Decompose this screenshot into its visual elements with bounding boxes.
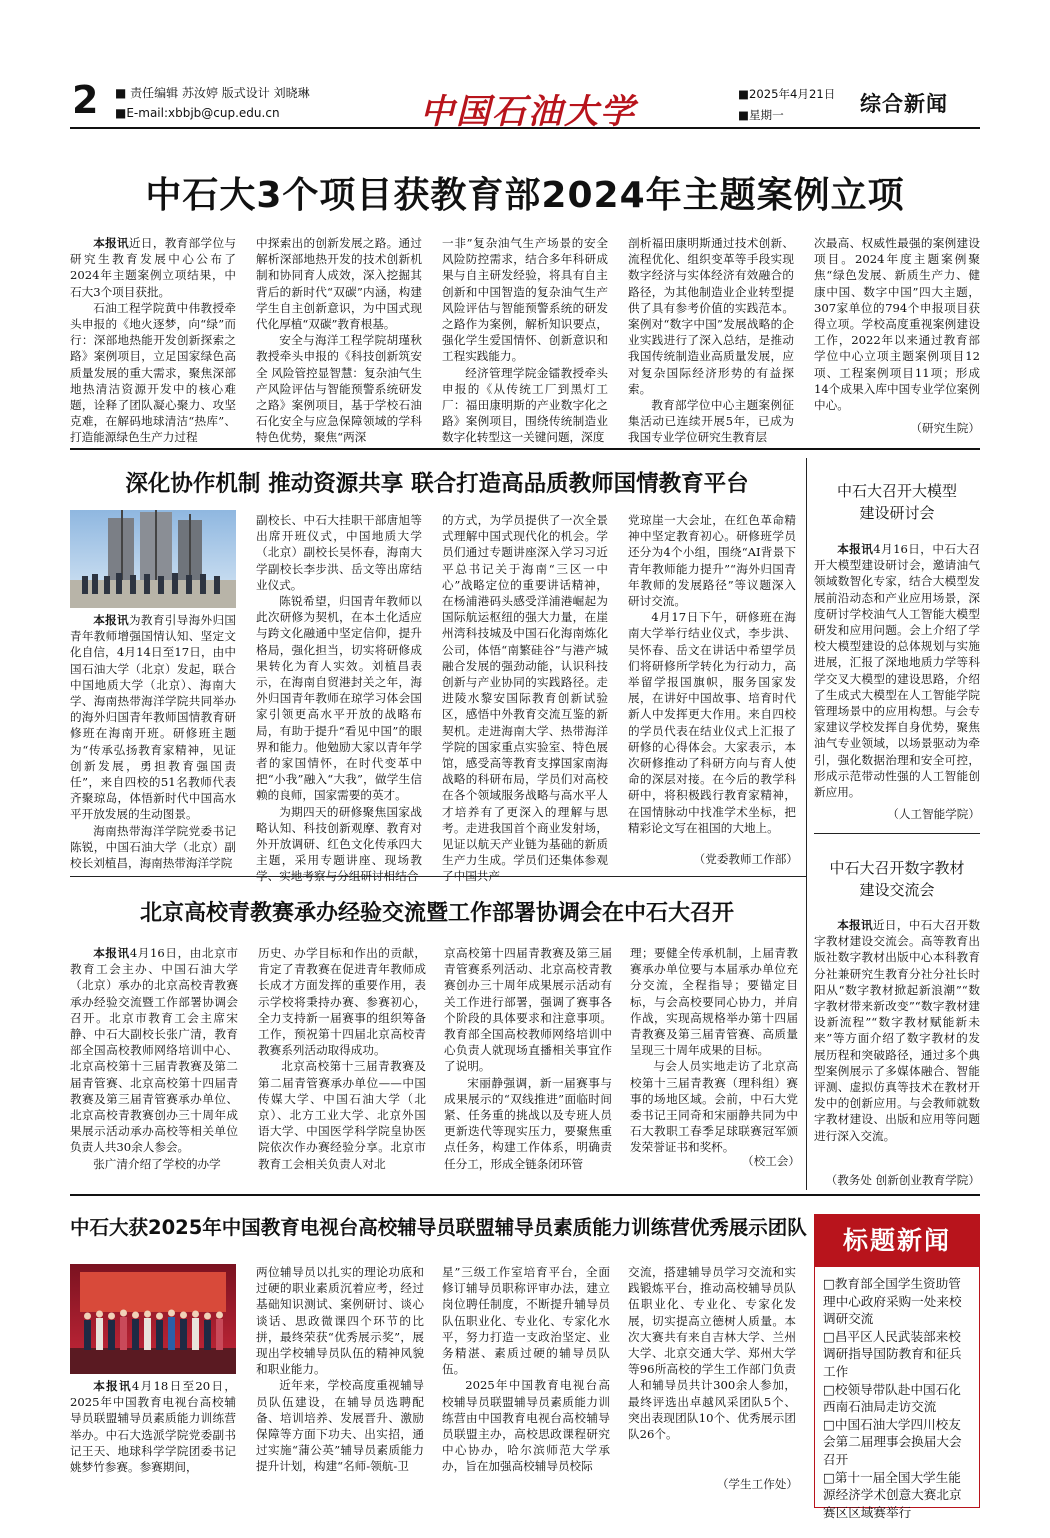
- article2-text: 副校长、中石大挂职干部唐旭等出席开班仪式，中国地质大学（北京）副校长吴怀春，海南大学副校长李步洪、岳文等出席结业仪式。: [256, 513, 422, 592]
- article4-col2: [256, 1264, 424, 1492]
- article1-text: 次最高、权威性最强的案例建设项目。2024年度主题案例聚焦“绿色发展、新质生产力、健康中国、数字中国”四大主题，307家单位的794个申报项目获得立项。学校高度重视案例建设工作，2022年以来通过教育部学位中心立项主题案例项目12项、工程案例项目11项；形成14个成果入库中国专业学位案例中心。: [814, 236, 980, 413]
- article1-headline: 中石大3个项目获教育部2024年主题案例立项: [145, 175, 905, 216]
- sidebar1-text: 4月16日，中石大召开大模型建设研讨会，邀请油气领域数智化专家，结合大模型发展前沿动态和产业应用场景，深度研讨学校油气人工智能大模型研发和应用问题。会上介绍了学校大模型建设的总体规划与实施进展，汇报了深地地质力学等科学交叉大模型的建设思路，介绍了生成式大模型在人工智能学院管理场景中的应用构想。与会专家建议学校发挥自身优势，聚焦油气专业领域，以场景驱动为牵引，强化数据治理和安全可控，形成示范带动性强的人工智能创新应用。: [814, 542, 980, 800]
- article1-text: 石油工程学院黄中伟教授牵头申报的《地火逐梦，向“绿”而行：深部地热能开发创新探索之路》案例项目，立足国家绿色高质量发展的重大需求，聚焦深部地热清洁资源开发中的核心难题，诠释了团队凝心聚力、攻坚克难，在解码地球清洁“热库”、打造能源绿色生产力过程: [70, 300, 236, 445]
- article4-col4: [628, 1264, 796, 1464]
- article4-headline: 中石大获2025年中国教育电视台高校辅导员联盟辅导员素质能力训练营优秀展示团队: [70, 1216, 807, 1239]
- article3-text: 理；要健全传承机制，上届青教赛承办单位要与本届承办单位充分交流，全程指导；要锚定目标，与会高校要同心协力，并肩作战，实现高规格举办第十四届青教赛及第三届青管赛、高质量呈现三十周年成果的目标。: [630, 946, 798, 1058]
- sidebar-divider: [806, 458, 807, 1190]
- headline-news-list: [815, 1267, 979, 1521]
- article3-col2: [258, 945, 426, 1170]
- article1-text: 教育部学位中心主题案例征集活动已连续开展5年，已成为我国专业学位研究生教育层: [628, 398, 794, 445]
- article3-text: 与会人员实地走访了北京高校第十三届青教赛（理科组）赛事的场地区域。会前，中石大党委书记王同奇和宋丽静共同为中石大教职工春季足球联赛冠军颁发荣誉证书和奖杯。: [630, 1059, 798, 1155]
- sidebar1-title: [814, 480, 980, 524]
- article3-text: 北京高校第十三届青教赛及第二届青管赛承办单位——中国传媒大学、中国石油大学（北京）、北方工业大学、北京外国语大学、中国医学科学院皇协医院依次作办赛经验分享。北京市教育工会相关负责人对北: [258, 1059, 426, 1171]
- article2-col1: [70, 612, 236, 871]
- article4-text: 4月18日至20日，2025年中国教育电视台高校辅导员联盟辅导员素质能力训练营举办。中石大选派学院党委副书记王天、地球科学学院团委书记姚梦竹参赛。参赛期间，: [70, 1379, 236, 1475]
- article3-col1: [70, 945, 238, 1170]
- article4-text: 两位辅导员以扎实的理论功底和过硬的职业素质沉着应考，经过基础知识测试、案例研讨、谈心谈话、思政微课四个环节的比拼，最终荣获“优秀展示奖”，展现出学校辅导员队伍的精神风貌和职业能力。: [256, 1265, 424, 1377]
- article3-text: 4月16日，由北京市教育工会主办、中国石油大学（北京）承办的北京高校青教赛承办经验交流暨工作部署协调会召开。北京市教育工会主席宋静、中石大副校长张广清，教育部全国高校教师网络培训中心、北京高校第十三届青教赛及第二届青管赛、北京高校第十四届青教赛及第三届青管赛承办单位、北京高校青教赛创办三十周年成果展示活动承办高校等相关单位负责人共30余人参会。: [70, 946, 238, 1155]
- sidebar2-title: [814, 857, 980, 901]
- lead-tag: 本报讯: [837, 918, 873, 932]
- page-number: 2: [72, 78, 99, 122]
- article3-headline: 北京高校青教赛承办经验交流暨工作部署协调会在中石大召开: [139, 901, 734, 926]
- headline-news-item[interactable]: □校领导带队赴中国石化西南石油局走访交流: [823, 1381, 961, 1415]
- article2-col3: [442, 512, 608, 884]
- article1-text: 中探索出的创新发展之路。通过解析深部地热开发的技术创新机制和协同育人成效，深入挖掘其背后的新时代“双碳”内涵，构建学生自主创新意识，为中国式现代化厚植“双碳”教育根基。: [256, 236, 422, 332]
- sidebar2-text: 近日，中石大召开数字教材建设交流会。高等教育出版社数字教材出版中心本科教育分社兼研究生教育分社分社长时阳从“数字教材掀起新浪潮”“数字教材带来新改变”“数字教材建设新流程”“数字教材赋能新未来”等方面介绍了数字教材的发展历程和突破路径，通过多个典型案例展示了多媒体融合、智能评测、虚拟仿真等技术在教材开发中的创新应用。与会教师就数字教材建设、出版和应用等问题进行深入交流。: [814, 918, 980, 1143]
- headline-news-item[interactable]: □教育部全国学生资助管理中心政府采购一处来校调研交流: [823, 1276, 962, 1327]
- article2-photo: [70, 510, 236, 608]
- article2-col4: [628, 512, 796, 842]
- lead-tag: 本报讯: [93, 1379, 132, 1393]
- lead-tag: 本报讯: [837, 542, 874, 556]
- divider: [70, 448, 980, 450]
- article3-source: （校工会）: [742, 1154, 800, 1168]
- article1-col3: [442, 235, 608, 445]
- sidebar1-source: （人工智能学院）: [887, 807, 980, 821]
- issue-weekday: ■星期一: [738, 108, 784, 122]
- article1-text: 经济管理学院金镭教授牵头申报的《从传统工厂到黑灯工厂：福田康明斯的产业数字化之路》案例项目，围绕传统制造业数字化转型这一关键问题，深度: [442, 365, 608, 445]
- article1-col1: [70, 235, 236, 445]
- lead-tag: 本报讯: [93, 236, 129, 250]
- article2-text: 为教育引导海外归国青年教师增强国情认知、坚定文化自信，4月14日至17日，由中国石油大学（北京）发起，联合中国地质大学（北京）、海南大学、海南热带海洋学院共同举办的海外归国青年教师国情教育研修班在海南开班。研修班主题为“传承弘扬教育家精神，见证创新发展，勇担教育强国责任”，来自四校的51名教师代表齐聚琼岛，体悟新时代中国高水平开放发展的生动图景。: [70, 613, 236, 822]
- article2-col2: [256, 512, 422, 884]
- sidebar1-title-line: 中石大召开大模型: [836, 482, 957, 500]
- article4-text: 2025年中国教育电视台高校辅导员联盟辅导员素质能力训练营由中国教育电视台高校辅导员联盟主办，高校思政课程研究中心协办，哈尔滨师范大学承办，旨在加强高校辅导员校际: [442, 1378, 610, 1474]
- article4-source: （学生工作处）: [716, 1477, 798, 1491]
- header-rule: [70, 127, 980, 129]
- section-name: 综合新闻: [860, 92, 948, 116]
- article4-col1: [70, 1378, 236, 1492]
- divider: [70, 876, 806, 877]
- lead-tag: 本报讯: [93, 946, 130, 960]
- lead-tag: 本报讯: [93, 613, 129, 627]
- article3-text: 历史、办学目标和作出的贡献，肯定了青教赛在促进青年教师成长成才方面发挥的重要作用，表示学校将秉持办赛、参赛初心，全力支持新一届赛事的组织筹备工作，预祝第十四届北京高校青教赛系列活动取得成功。: [258, 946, 426, 1058]
- article4-text: 交流，搭建辅导员学习交流和实践锻炼平台，推动高校辅导员队伍职业化、专业化、专家化发展，切实提高立德树人质量。本次大赛共有来自吉林大学、兰州大学、北京交通大学、郑州大学等96所高校的学生工作部门负责人和辅导员共计300余人参加，最终评选出卓越风采团队5个、突出表现团队10个、优秀展示团队26个。: [628, 1265, 796, 1442]
- article1-text: 剖析福田康明斯通过技术创新、流程优化、组织变革等手段实现数字经济与实体经济有效融合的路径，为其他制造业企业转型提供了具有参考价值的实践范本。案例对“数字中国”发展战略的企业实践进行了深入总结，是推动我国传统制造业高质量发展，应对复杂国际经济形势的有益探索。: [628, 236, 794, 396]
- article2-text: 的方式，为学员提供了一次全景式理解中国式现代化的机会。学员们通过专题讲座深入学习习近平总书记关于海南“三区一中心”战略定位的重要讲话精神，在杨浦港码头感受洋浦港崛起为国际航运枢纽的强大力量，在崖州湾科技城及中国石化海南炼化公司，体悟“南繁硅谷”与港产城融合发展的强劲动能，认识科技创新与产业协同的实践路径。走进陵水黎安国际教育创新试验区，感悟中外教育交流互鉴的新契机。走进海南大学、热带海洋学院的国家重点实验室、特色展馆，感受高等教育支撑国家南海战略的科研布局，学员们对高校在各个领域服务战略与高水平人才培养有了更深入的理解与思考。走进我国首个商业发射场，见证以航天产业链为基础的新质生产力生成。学员们还集体参观了中国共产: [442, 513, 608, 884]
- article1-text: 近日，教育部学位与研究生教育发展中心公布了2024年主题案例立项结果，中石大3个项目获批。: [70, 236, 236, 299]
- article4-photo: [70, 1264, 236, 1374]
- article4-photo-graphic: [70, 1264, 236, 1374]
- article4-col3: [442, 1264, 610, 1492]
- article2-text: 海南热带海洋学院党委书记陈锐，中国石油大学（北京）副校长刘植昌，海南热带海洋学院: [70, 823, 236, 871]
- sidebar2-title-line: 建设交流会: [859, 881, 935, 899]
- article3-text: 张广清介绍了学校的办学: [93, 1156, 221, 1171]
- issue-date: ■2025年4月21日: [738, 87, 836, 101]
- editors-line: ■ 责任编辑 苏汝婷 版式设计 刘晓琳: [115, 86, 310, 100]
- headline-news-item[interactable]: □第十一届全国大学生能源经济学术创意大赛北京赛区区域赛举行: [823, 1469, 962, 1520]
- article3-col3: [444, 945, 612, 1170]
- sidebar1-title-line: 建设研讨会: [859, 504, 935, 522]
- article2-headline: 深化协作机制 推动资源共享 联合打造高品质教师国情教育平台: [125, 471, 749, 497]
- article1-text: 安全与海洋工程学院胡瑾秋教授牵头申报的《科技创新筑安全 风险管控显智慧：复杂油气生产风险评估与智能预警系统研发之路》案例项目，基于学校石油石化安全与应急保障领域的学科特色优势，聚焦“两深: [256, 333, 422, 445]
- article2-text: 为期四天的研修聚焦国家战略认知、科技创新观摩、教育对外开放调研、红色文化传承四大主题，采用专题讲座、现场教学、实地考察与分组研讨相结合: [256, 804, 422, 884]
- masthead-logo: 中国石油大学: [420, 92, 636, 132]
- article1-col5: [814, 235, 980, 413]
- article1-col4: [628, 235, 794, 445]
- article1-text: 一非”复杂油气生产场景的安全风险防控需求，结合多年科研成果与自主研发经验，将具有自主创新和中国智造的复杂油气生产风险评估与智能预警系统的研发之路作为案例，解析知识要点，强化学生爱国情怀、创新意识和工程实践能力。: [442, 236, 608, 364]
- divider: [70, 1194, 980, 1196]
- article4-text: 近年来，学校高度重视辅导员队伍建设，在辅导员选聘配备、培训培养、发展晋升、激励保障等方面下功夫、出实招，通过实施“蒲公英”辅导员素质能力提升计划，构建“名师-领航-卫: [256, 1378, 424, 1474]
- article1-col2: [256, 235, 422, 445]
- article2-text: 4月17日下午，研修班在海南大学举行结业仪式，李步洪、吴怀春、岳文在讲话中希望学员们将研修所学转化为行动力，高举留学报国旗帜，服务国家发展，在讲好中国故事、培育时代新人中发挥更大作用。来自四校的学员代表在结业仪式上汇报了研修的心得体会。大家表示，本次研修推动了科研方向与育人使命的深层对接。在今后的教学科研中，将积极践行教育家精神，在国情脉动中找准学术坐标，把精彩论文写在祖国的大地上。: [628, 610, 796, 835]
- divider: [814, 833, 980, 834]
- article3-col4: [630, 945, 798, 1155]
- headline-news-title: 标题新闻: [815, 1215, 979, 1267]
- email-line: ■E-mail:xbbjb@cup.edu.cn: [115, 106, 280, 120]
- article1-source: （研究生院）: [910, 421, 980, 435]
- sidebar2-body: [814, 917, 980, 1161]
- sidebar2-source: （教务处 创新创业教育学院）: [825, 1173, 980, 1187]
- article3-text: 京高校第十四届青教赛及第三届青管赛系列活动、北京高校青教赛创办三十周年成果展示活动有关工作进行部署，强调了赛事各个阶段的具体要求和注意事项。教育部全国高校教师网络培训中心负责人就现场直播相关事宜作了说明。: [444, 946, 612, 1074]
- article2-text: 陈锐希望，归国青年教师以此次研修为契机，在本土化适应与跨文化融通中坚定信仰，提升格局，强化担当，切实将研修成果转化为育人实效。刘植昌表示，在海南自贸港封关之年，海外归国青年教师在琼学习体会国家引领更高水平开放的战略布局，有助于提升“看见中国”的眼界和能力。他勉励大家以青年学者的家国情怀，在时代变革中把“小我”融入“大我”，做学生信赖的良师，国家需要的英才。: [256, 594, 422, 803]
- article2-photo-graphic: [70, 510, 236, 608]
- headline-news-box: [814, 1214, 980, 1520]
- article4-text: 星”三级工作室培育平台，全面修订辅导员职称评审办法，建立岗位聘任制度，不断提升辅导员队伍职业化、专业化、专家化水平，努力打造一支政治坚定、业务精湛、素质过硬的辅导员队伍。: [442, 1265, 610, 1377]
- headline-news-item[interactable]: □中国石油大学四川校友会第二届理事会换届大会召开: [823, 1416, 962, 1467]
- headline-news-item[interactable]: □昌平区人民武装部来校调研指导国防教育和征兵工作: [823, 1328, 962, 1379]
- article2-source: （党委教师工作部）: [693, 852, 798, 866]
- sidebar2-title-line: 中石大召开数字教材: [829, 859, 965, 877]
- sidebar1-body: [814, 541, 980, 800]
- article2-text: 党琼崖一大会址，在红色革命精神中坚定教育初心。研修班学员还分为4个小组，围绕“AI背景下青年教师能力提升”“海外归国青年教师的发展路径”等议题深入研讨交流。: [628, 513, 796, 609]
- article3-text: 宋丽静强调，新一届赛事与成果展示的“双线推进”面临时间紧、任务重的挑战以及专班人员更新迭代等现实压力，要聚焦重点任务，构建工作体系，明确责任分工，形成全链条闭环管: [444, 1075, 612, 1171]
